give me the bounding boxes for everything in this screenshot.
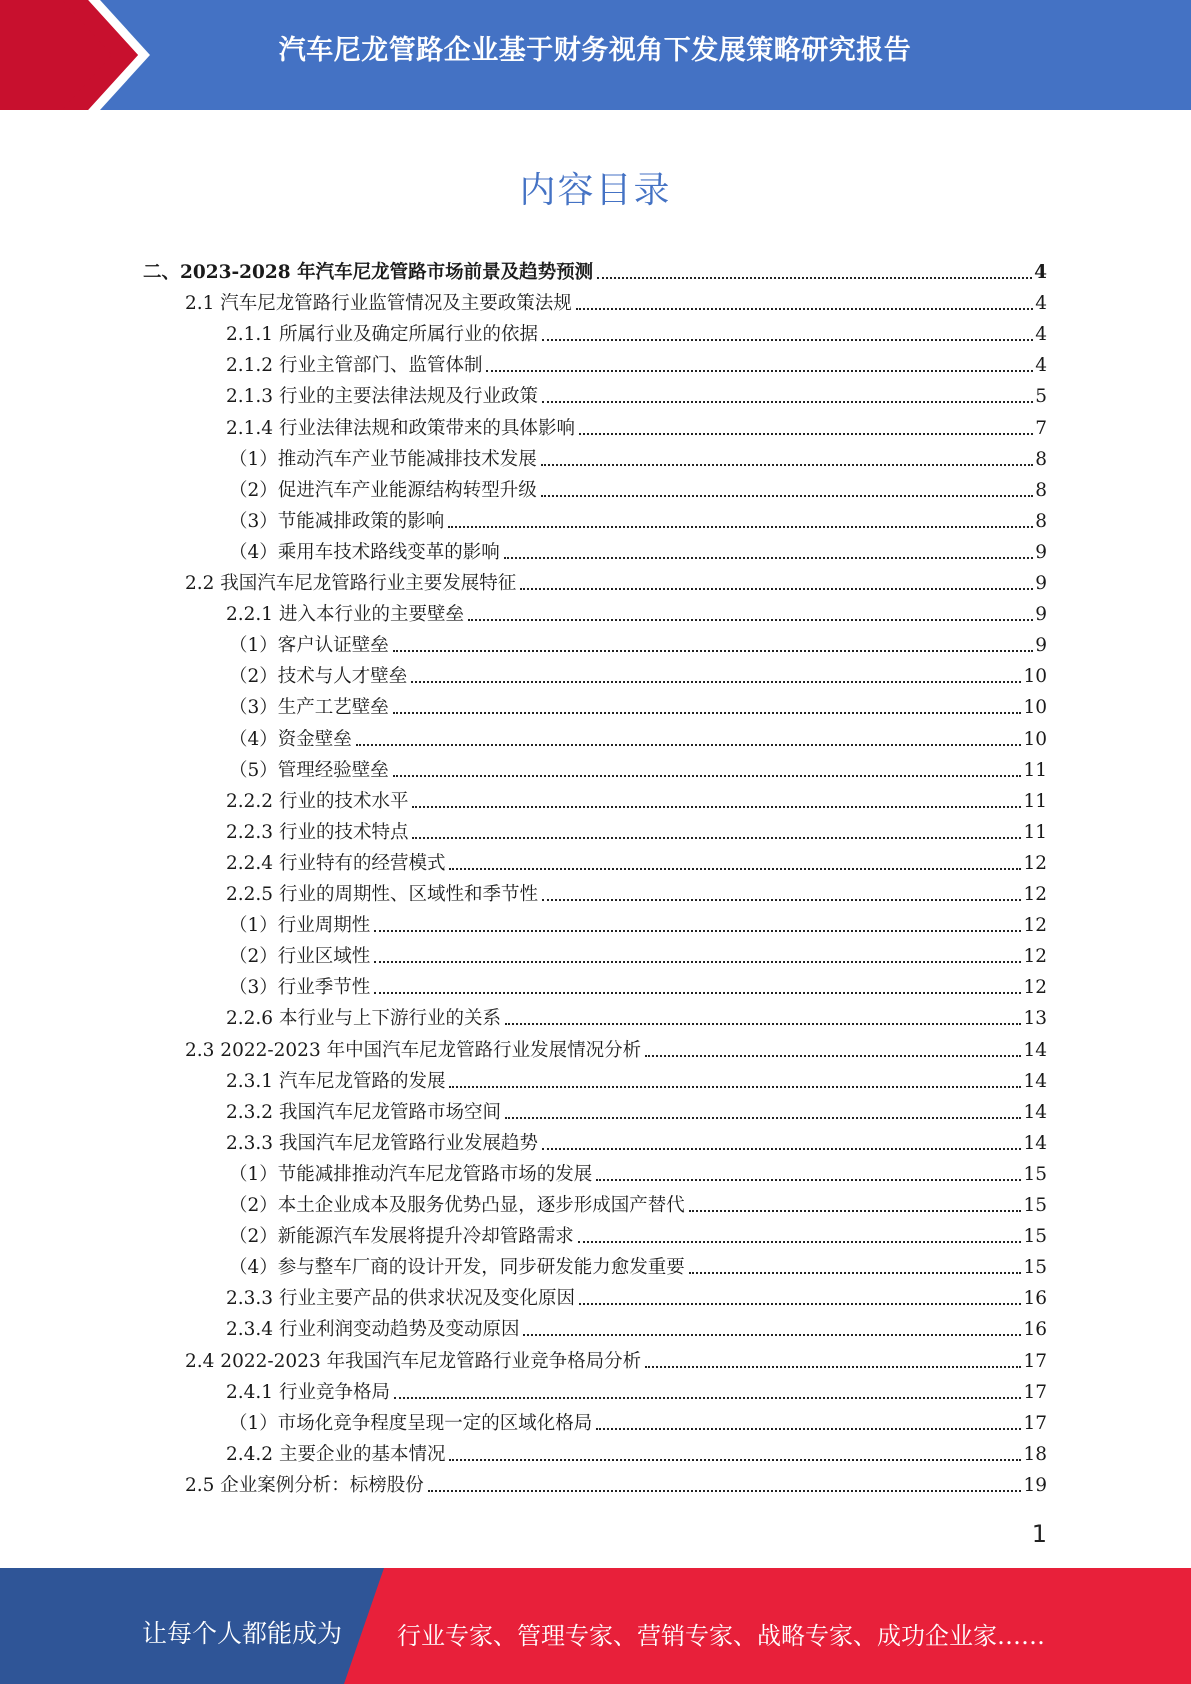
toc-heading: 内容目录 — [519, 170, 672, 211]
toc-entry-label: 2.1 汽车尼龙管路行业监管情况及主要政策法规 — [185, 293, 572, 314]
toc-dot-leader — [689, 1271, 1022, 1274]
toc-dot-leader — [596, 1178, 1021, 1181]
toc-entry-label: 2.2.4 行业特有的经营模式 — [226, 853, 446, 874]
toc-entry[interactable] — [226, 782, 1047, 813]
toc-entry[interactable] — [229, 533, 1047, 564]
toc-entry-label: 2.4 2022-2023 年我国汽车尼龙管路行业竞争格局分析 — [185, 1351, 642, 1372]
toc-dot-leader — [394, 1396, 1021, 1399]
toc-entry-label: 2.3.3 行业主要产品的供求状况及变化原因 — [226, 1288, 575, 1309]
toc-entry[interactable] — [226, 999, 1047, 1030]
toc-dot-leader — [411, 680, 1021, 683]
toc-entry-page: 15 — [1023, 1257, 1047, 1278]
toc-dot-leader — [505, 1022, 1021, 1025]
toc-entry-page: 17 — [1023, 1382, 1047, 1403]
toc-entry-label: （1）市场化竞争程度呈现一定的区域化格局 — [229, 1413, 593, 1434]
toc-entry-label: 2.2.1 进入本行业的主要壁垒 — [226, 604, 464, 625]
toc-dot-leader — [596, 1427, 1021, 1430]
toc-entry-page: 15 — [1023, 1164, 1047, 1185]
toc-entry-page: 12 — [1023, 853, 1047, 874]
toc-entry-page: 11 — [1023, 822, 1047, 843]
toc-dot-leader — [428, 1489, 1022, 1492]
toc-dot-leader — [579, 1302, 1021, 1305]
toc-entry[interactable] — [226, 1373, 1047, 1404]
toc-entry-label: （1）推动汽车产业节能减排技术发展 — [229, 449, 537, 470]
toc-entry-page: 5 — [1035, 386, 1047, 407]
toc-entry-label: （3）节能减排政策的影响 — [229, 511, 445, 532]
toc-entry[interactable] — [229, 937, 1047, 968]
toc-entry-page: 4 — [1034, 262, 1047, 283]
toc-entry-label: （2）行业区域性 — [229, 946, 371, 967]
toc-entry[interactable] — [226, 346, 1047, 377]
toc-entry[interactable] — [229, 1155, 1047, 1186]
toc-dot-leader — [449, 1085, 1021, 1088]
toc-entry[interactable] — [226, 1279, 1047, 1310]
toc-entry[interactable] — [185, 564, 1047, 595]
toc-entry[interactable] — [229, 751, 1047, 782]
toc-entry[interactable] — [226, 1124, 1047, 1155]
toc-entry-page: 11 — [1023, 791, 1047, 812]
toc-dot-leader — [412, 805, 1021, 808]
toc-entry-page: 12 — [1023, 884, 1047, 905]
toc-dot-leader — [356, 743, 1022, 746]
toc-entry-page: 10 — [1023, 666, 1047, 687]
toc-dot-leader — [449, 867, 1021, 870]
toc-entry[interactable] — [229, 968, 1047, 999]
toc-dot-leader — [520, 587, 1033, 590]
toc-entry-page: 17 — [1023, 1351, 1047, 1372]
toc-entry-label: （2）本土企业成本及服务优势凸显，逐步形成国产替代 — [229, 1195, 685, 1216]
toc-entry-label: （2）促进汽车产业能源结构转型升级 — [229, 480, 537, 501]
toc-entry-page: 14 — [1023, 1071, 1047, 1092]
toc-dot-leader — [374, 960, 1021, 963]
toc-entry-page: 8 — [1035, 449, 1047, 470]
toc-entry-page: 4 — [1035, 293, 1047, 314]
toc-entry-label: 2.1.1 所属行业及确定所属行业的依据 — [226, 324, 538, 345]
toc-entry-page: 7 — [1035, 418, 1047, 439]
toc-entry-label: 2.3.2 我国汽车尼龙管路市场空间 — [226, 1102, 501, 1123]
toc-entry-label: 2.3.1 汽车尼龙管路的发展 — [226, 1071, 446, 1092]
toc-entry-label: 2.2.2 行业的技术水平 — [226, 791, 409, 812]
toc-entry[interactable] — [229, 626, 1047, 657]
report-header — [0, 0, 1191, 110]
toc-entry-label: 2.1.2 行业主管部门、监管体制 — [226, 355, 483, 376]
toc-entry-label: 2.2.5 行业的周期性、区域性和季节性 — [226, 884, 538, 905]
toc-dot-leader — [645, 1054, 1021, 1057]
toc-dot-leader — [541, 494, 1033, 497]
toc-entry-page: 14 — [1023, 1040, 1047, 1061]
toc-entry[interactable] — [226, 315, 1047, 346]
toc-entry[interactable] — [229, 657, 1047, 688]
toc-entry-page: 16 — [1023, 1319, 1047, 1340]
toc-entry-page: 15 — [1023, 1226, 1047, 1247]
toc-entry-page: 10 — [1023, 729, 1047, 750]
toc-entry-label: 2.2 我国汽车尼龙管路行业主要发展特征 — [185, 573, 517, 594]
toc-entry-page: 4 — [1035, 324, 1047, 345]
toc-dot-leader — [374, 991, 1021, 994]
toc-entry-label: 2.4.2 主要企业的基本情况 — [226, 1444, 446, 1465]
toc-dot-leader — [468, 618, 1033, 621]
toc-entry-page: 15 — [1023, 1195, 1047, 1216]
toc-entry-label: （4）乘用车技术路线变革的影响 — [229, 542, 500, 563]
toc-entry-label: （3）生产工艺壁垒 — [229, 697, 389, 718]
toc-entry[interactable] — [185, 284, 1047, 315]
toc-dot-leader — [486, 369, 1033, 372]
toc-entry-label: （1）行业周期性 — [229, 915, 371, 936]
toc-dot-leader — [393, 711, 1022, 714]
toc-entry[interactable] — [143, 253, 1047, 284]
toc-entry[interactable] — [229, 1217, 1047, 1248]
toc-entry[interactable] — [226, 844, 1047, 875]
toc-entry-page: 8 — [1035, 511, 1047, 532]
toc-dot-leader — [579, 432, 1033, 435]
toc-entry[interactable] — [229, 502, 1047, 533]
toc-dot-leader — [689, 1209, 1022, 1212]
toc-entry-label: 2.1.4 行业法律法规和政策带来的具体影响 — [226, 418, 575, 439]
toc-entry-page: 4 — [1035, 355, 1047, 376]
toc-entry-label: 2.3.3 我国汽车尼龙管路行业发展趋势 — [226, 1133, 538, 1154]
toc-entry-page: 12 — [1023, 915, 1047, 936]
toc-entry[interactable] — [229, 1248, 1047, 1279]
toc-entry-label: 二、2023-2028 年汽车尼龙管路市场前景及趋势预测 — [143, 262, 594, 283]
toc-dot-leader — [505, 1116, 1021, 1119]
toc-entry-page: 11 — [1023, 760, 1047, 781]
toc-entry[interactable] — [229, 1404, 1047, 1435]
toc-entry-page: 10 — [1023, 697, 1047, 718]
toc-entry-page: 9 — [1035, 573, 1047, 594]
toc-entry[interactable] — [185, 1031, 1047, 1062]
toc-entry-label: 2.2.6 本行业与上下游行业的关系 — [226, 1008, 501, 1029]
toc-entry[interactable] — [226, 409, 1047, 440]
toc-dot-leader — [393, 774, 1022, 777]
toc-entry-page: 14 — [1023, 1133, 1047, 1154]
toc-dot-leader — [449, 1458, 1021, 1461]
toc-dot-leader — [504, 556, 1033, 559]
toc-entry-page: 8 — [1035, 480, 1047, 501]
toc-entry[interactable] — [229, 1186, 1047, 1217]
toc-dot-leader — [542, 338, 1033, 341]
toc-dot-leader — [523, 1333, 1021, 1336]
toc-entry[interactable] — [226, 595, 1047, 626]
toc-dot-leader — [393, 649, 1033, 652]
report-footer — [0, 1568, 1191, 1684]
toc-entry[interactable] — [185, 1466, 1047, 1497]
toc-dot-leader — [412, 836, 1021, 839]
toc-entry-page: 12 — [1023, 977, 1047, 998]
toc-entry[interactable] — [185, 1342, 1047, 1373]
toc-entry[interactable] — [229, 471, 1047, 502]
toc-entry-label: （1）客户认证壁垒 — [229, 635, 389, 656]
toc-entry-label: 2.2.3 行业的技术特点 — [226, 822, 409, 843]
toc-entry[interactable] — [229, 688, 1047, 719]
toc-entry[interactable] — [229, 906, 1047, 937]
toc-entry-label: （4）参与整车厂商的设计开发，同步研发能力愈发重要 — [229, 1257, 685, 1278]
toc-dot-leader — [645, 1365, 1021, 1368]
toc-entry-page: 17 — [1023, 1413, 1047, 1434]
toc-entry[interactable] — [226, 1062, 1047, 1093]
toc-entry[interactable] — [226, 377, 1047, 408]
toc-entry[interactable] — [229, 720, 1047, 751]
toc-entry[interactable] — [226, 875, 1047, 906]
toc-entry-label: 2.5 企业案例分析：标榜股份 — [185, 1475, 424, 1496]
page-number: 1 — [1031, 1520, 1047, 1548]
toc-entry-label: （3）行业季节性 — [229, 977, 371, 998]
toc-dot-leader — [542, 898, 1021, 901]
toc-entry[interactable] — [226, 813, 1047, 844]
toc-entry-label: 2.1.3 行业的主要法律法规及行业政策 — [226, 386, 538, 407]
toc-entry[interactable] — [229, 440, 1047, 471]
toc-dot-leader — [578, 1240, 1022, 1243]
toc-dot-leader — [542, 1147, 1021, 1150]
toc-dot-leader — [448, 525, 1033, 528]
toc-entry-page: 13 — [1023, 1008, 1047, 1029]
toc-entry-label: 2.4.1 行业竞争格局 — [226, 1382, 390, 1403]
toc-entry[interactable] — [226, 1435, 1047, 1466]
toc-entry[interactable] — [226, 1310, 1047, 1341]
toc-entry-label: （2）技术与人才壁垒 — [229, 666, 408, 687]
footer-slogan-left: 让每个人都能成为 — [142, 1619, 343, 1648]
toc-entry-page: 16 — [1023, 1288, 1047, 1309]
report-title: 汽车尼龙管路企业基于财务视角下发展策略研究报告 — [278, 35, 912, 66]
toc-entry-page: 12 — [1023, 946, 1047, 967]
toc-entry-label: （1）节能减排推动汽车尼龙管路市场的发展 — [229, 1164, 593, 1185]
toc-entry-label: 2.3 2022-2023 年中国汽车尼龙管路行业发展情况分析 — [185, 1040, 642, 1061]
toc-entry-page: 9 — [1035, 542, 1047, 563]
toc-entry[interactable] — [226, 1093, 1047, 1124]
toc-dot-leader — [542, 400, 1033, 403]
toc-entry-page: 18 — [1023, 1444, 1047, 1465]
toc-dot-leader — [576, 307, 1033, 310]
footer-slogan-right: 行业专家、管理专家、营销专家、战略专家、成功企业家…… — [397, 1622, 1045, 1650]
toc-dot-leader — [597, 276, 1032, 279]
toc-entry-page: 9 — [1035, 604, 1047, 625]
toc-entry-page: 14 — [1023, 1102, 1047, 1123]
toc-entry-page: 19 — [1023, 1475, 1047, 1496]
toc-entry-page: 9 — [1035, 635, 1047, 656]
toc-entry-label: （2）新能源汽车发展将提升冷却管路需求 — [229, 1226, 574, 1247]
toc-dot-leader — [541, 463, 1033, 466]
toc-entry-label: 2.3.4 行业利润变动趋势及变动原因 — [226, 1319, 520, 1340]
toc-dot-leader — [374, 929, 1021, 932]
toc-entry-label: （4）资金壁垒 — [229, 729, 352, 750]
toc-entry-label: （5）管理经验壁垒 — [229, 760, 389, 781]
